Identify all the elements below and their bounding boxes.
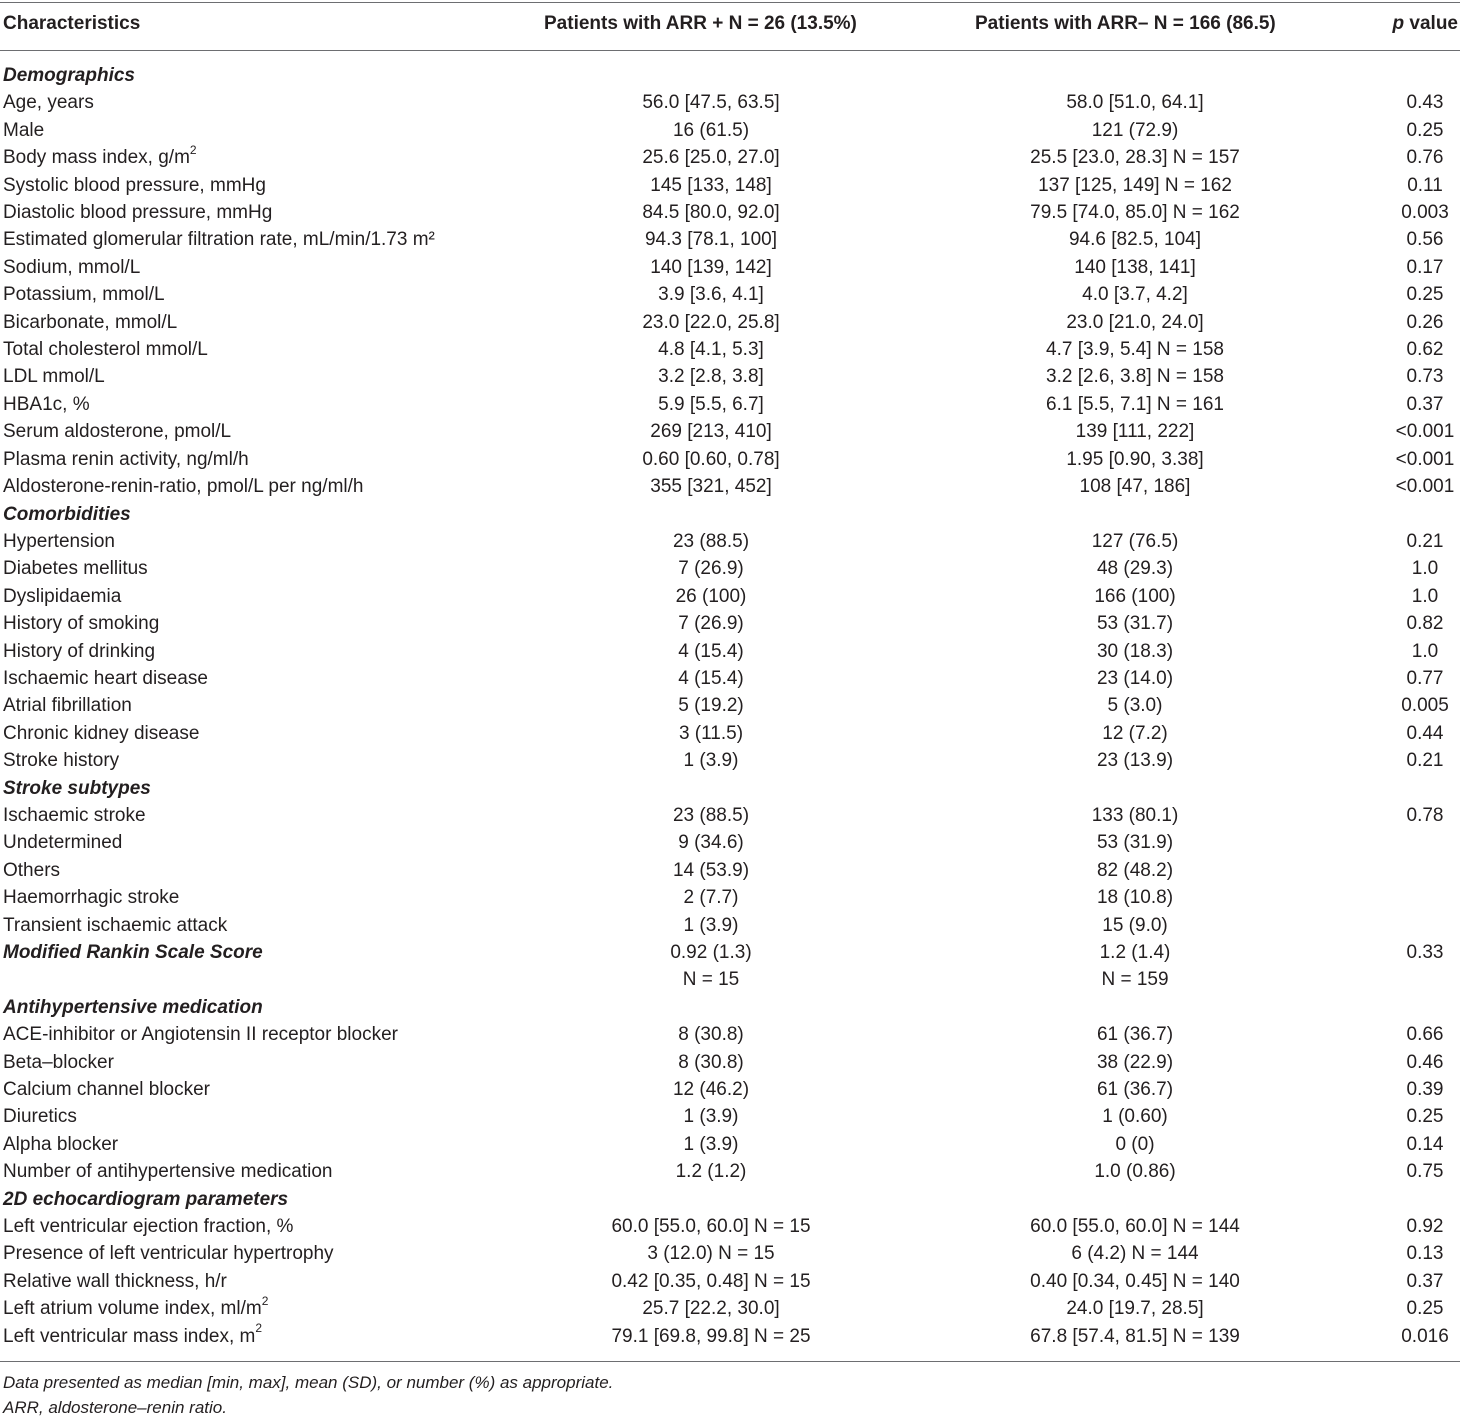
cell-p-value: 0.21: [1406, 750, 1444, 772]
cell-p-value: 0.25: [1406, 284, 1444, 306]
cell-p-value: 0.25: [1406, 119, 1444, 141]
bottom-rule: [0, 1361, 1460, 1362]
table-row: [0, 199, 1460, 226]
header-p-value: [1393, 13, 1458, 35]
cell-p-value: 0.21: [1406, 530, 1444, 552]
row-label-text: Others: [3, 859, 61, 881]
cell-p-value: 0.44: [1406, 722, 1444, 744]
header-arr-positive: Patients with ARR + N = 26 (13.5%): [544, 13, 857, 34]
row-label-text: LDL mmol/L: [3, 366, 105, 388]
cell-p-value: 1.0: [1411, 640, 1439, 662]
cell-p-value: 0.43: [1406, 92, 1444, 114]
table-row: [0, 966, 1460, 993]
cell-arr-negative: 1.0 (0.86): [1094, 1161, 1176, 1183]
cell-arr-negative: 121 (72.9): [1091, 119, 1179, 141]
cell-arr-positive: 94.3 [78.1, 100]: [644, 229, 778, 251]
cell-arr-positive: 3 (11.5): [678, 722, 744, 744]
cell-arr-negative: 140 [138, 141]: [1074, 256, 1196, 278]
table-row: [0, 418, 1460, 445]
row-label: [3, 528, 115, 555]
header-rule: [0, 50, 1460, 51]
cell-p-value: 0.78: [1406, 804, 1444, 826]
cell-arr-positive: 16 (61.5): [672, 119, 750, 141]
row-label-text: Left ventricular mass index, m: [3, 1325, 256, 1347]
row-label-text: Hypertension: [3, 530, 115, 552]
row-label: [3, 939, 263, 966]
cell-p-value: 0.25: [1406, 1298, 1444, 1320]
cell-arr-negative: 23 (13.9): [1096, 750, 1174, 772]
cell-arr-negative: 53 (31.7): [1096, 613, 1174, 635]
cell-arr-positive: 4 (15.4): [678, 667, 744, 689]
cell-p-value: 0.11: [1407, 174, 1443, 196]
cell-arr-positive: 140 [139, 142]: [650, 256, 772, 278]
cell-arr-positive: 26 (100): [675, 585, 747, 607]
cell-p-value: 0.62: [1406, 339, 1444, 361]
row-label-superscript: 2: [261, 1293, 269, 1308]
cell-arr-positive: 3.2 [2.8, 3.8]: [658, 366, 764, 388]
cell-p-value: 0.82: [1406, 613, 1444, 635]
cell-arr-positive: 4.8 [4.1, 5.3]: [658, 339, 764, 361]
cell-arr-negative: 18 (10.8): [1096, 887, 1174, 909]
table-row: [0, 1158, 1460, 1185]
table-row: [0, 1021, 1460, 1048]
cell-arr-negative: 137 [125, 149] N = 162: [1038, 174, 1232, 196]
cell-p-value: 0.39: [1406, 1079, 1444, 1101]
row-label: [3, 665, 208, 692]
cell-arr-positive: 269 [213, 410]: [650, 421, 772, 443]
cell-arr-positive: 3.9 [3.6, 4.1]: [658, 284, 764, 306]
row-label-text: ACE-inhibitor or Angiotensin II receptor blocker: [3, 1024, 398, 1046]
row-label: [3, 391, 90, 418]
row-label: [3, 1131, 118, 1158]
cell-arr-positive: 7 (26.9): [678, 613, 744, 635]
row-label: [3, 501, 131, 528]
row-label: [3, 1158, 333, 1185]
row-label: [3, 884, 179, 911]
header-characteristics: Characteristics: [3, 13, 141, 34]
row-label: [3, 829, 122, 856]
row-label-text: Undetermined: [3, 832, 123, 854]
cell-arr-positive: 3 (12.0) N = 15: [647, 1243, 775, 1265]
cell-p-value: 0.56: [1406, 229, 1444, 251]
cell-arr-positive: 145 [133, 148]: [650, 174, 772, 196]
cell-p-value: 1.0: [1411, 585, 1439, 607]
cell-p-value: 0.17: [1406, 256, 1444, 278]
row-label-text: Diabetes mellitus: [3, 558, 148, 580]
row-label: [3, 583, 121, 610]
row-label: [3, 1240, 334, 1267]
row-label-text: Transient ischaemic attack: [3, 914, 228, 936]
row-label: [3, 363, 105, 390]
cell-arr-negative: 4.7 [3.9, 5.4] N = 158: [1046, 339, 1224, 361]
section-header-row: [0, 501, 1460, 528]
row-label-text: Stroke history: [3, 750, 120, 772]
row-label: [3, 1186, 288, 1213]
row-label: [3, 555, 148, 582]
cell-arr-positive: 1 (3.9): [683, 750, 739, 772]
table-row: [0, 1131, 1460, 1158]
row-label: [3, 720, 199, 747]
row-label-superscript: 2: [255, 1321, 263, 1336]
row-label-text: Presence of left ventricular hypertrophy: [3, 1243, 334, 1265]
row-label-text: Sodium, mmol/L: [3, 256, 141, 278]
row-label-text: Estimated glomerular filtration rate, mL/min/1.73 m²: [3, 229, 435, 251]
table-row: [0, 1295, 1460, 1322]
cell-arr-positive: 12 (46.2): [672, 1079, 750, 1101]
table-body: [0, 62, 1460, 1350]
row-label-text: Antihypertensive medication: [3, 996, 263, 1018]
cell-arr-positive: 8 (30.8): [678, 1024, 744, 1046]
cell-arr-positive: 9 (34.6): [678, 832, 744, 854]
cell-arr-negative: 82 (48.2): [1096, 859, 1174, 881]
row-label-text: Plasma renin activity, ng/ml/h: [3, 448, 249, 470]
cell-arr-positive: 5.9 [5.5, 6.7]: [658, 393, 764, 415]
row-label-text: 2D echocardiogram parameters: [3, 1188, 289, 1210]
row-label: [3, 336, 208, 363]
table-row: [0, 665, 1460, 692]
row-label-text: Atrial fibrillation: [3, 695, 132, 717]
table-row: [0, 1323, 1460, 1350]
row-label: [3, 172, 266, 199]
row-label: [3, 1021, 398, 1048]
row-label-text: Serum aldosterone, pmol/L: [3, 421, 232, 443]
table-row: [0, 884, 1460, 911]
row-label-text: Bicarbonate, mmol/L: [3, 311, 178, 333]
cell-arr-negative: 108 [47, 186]: [1079, 476, 1191, 498]
cell-p-value: 1.0: [1411, 558, 1439, 580]
header-p-rest: value: [1404, 13, 1458, 34]
table-row: [0, 829, 1460, 856]
row-label: [3, 199, 272, 226]
table-row: [0, 446, 1460, 473]
cell-arr-negative: 4.0 [3.7, 4.2]: [1082, 284, 1188, 306]
row-label: [3, 226, 435, 253]
row-label-text: Relative wall thickness, h/r: [3, 1270, 227, 1292]
row-label: [3, 1049, 114, 1076]
row-label: [3, 144, 197, 171]
table-row: [0, 857, 1460, 884]
row-label-text: Body mass index, g/m: [3, 147, 190, 169]
cell-arr-negative: 94.6 [82.5, 104]: [1068, 229, 1202, 251]
row-label-text: Aldosterone-renin-ratio, pmol/L per ng/ml/h: [3, 476, 364, 498]
row-label: [3, 1323, 262, 1350]
row-label-superscript: 2: [189, 142, 197, 157]
table-row: [0, 912, 1460, 939]
table-row: [0, 336, 1460, 363]
table-row: [0, 1240, 1460, 1267]
cell-arr-negative: 38 (22.9): [1096, 1051, 1174, 1073]
header-p-italic: p: [1392, 13, 1405, 34]
cell-arr-positive: 4 (15.4): [678, 640, 744, 662]
cell-arr-positive: 1 (3.9): [683, 914, 739, 936]
cell-arr-negative: 61 (36.7): [1096, 1079, 1174, 1101]
cell-arr-positive: 14 (53.9): [672, 859, 750, 881]
cell-arr-negative: 48 (29.3): [1096, 558, 1174, 580]
cell-arr-negative: 53 (31.9): [1096, 832, 1174, 854]
row-label-text: Left atrium volume index, ml/m: [3, 1298, 262, 1320]
row-label-text: Total cholesterol mmol/L: [3, 339, 208, 361]
cell-arr-negative: 166 (100): [1094, 585, 1176, 607]
table-row: [0, 1103, 1460, 1130]
section-header-row: [0, 939, 1460, 966]
cell-arr-positive: 1.2 (1.2): [675, 1161, 747, 1183]
row-label: [3, 802, 146, 829]
footnote-abbreviation: ARR, aldosterone–renin ratio.: [3, 1398, 227, 1417]
row-label: [3, 1103, 77, 1130]
cell-arr-negative: 60.0 [55.0, 60.0] N = 144: [1030, 1216, 1240, 1238]
cell-arr-negative: 15 (9.0): [1102, 914, 1168, 936]
row-label: [3, 692, 132, 719]
cell-p-value: 0.77: [1406, 667, 1444, 689]
cell-arr-negative: 1.2 (1.4): [1099, 942, 1171, 963]
table-row: [0, 747, 1460, 774]
cell-arr-positive: 5 (19.2): [678, 695, 744, 717]
cell-p-value: 0.26: [1406, 311, 1444, 333]
cell-arr-negative: 23.0 [21.0, 24.0]: [1066, 311, 1204, 333]
table-row: [0, 802, 1460, 829]
table-row: [0, 692, 1460, 719]
table-row: [0, 391, 1460, 418]
row-label: [3, 1076, 210, 1103]
cell-arr-positive: 60.0 [55.0, 60.0] N = 15: [611, 1216, 811, 1238]
cell-arr-positive: 84.5 [80.0, 92.0]: [642, 202, 780, 224]
cell-arr-positive: 25.7 [22.2, 30.0]: [642, 1298, 780, 1320]
table-row: [0, 583, 1460, 610]
section-header-row: [0, 62, 1460, 89]
cell-p-value: 0.13: [1406, 1243, 1444, 1265]
row-label: [3, 473, 363, 500]
table-row: [0, 226, 1460, 253]
cell-arr-negative: 61 (36.7): [1096, 1024, 1174, 1046]
cell-arr-positive: 7 (26.9): [678, 558, 744, 580]
cell-arr-negative: 133 (80.1): [1091, 804, 1179, 826]
table-row: [0, 638, 1460, 665]
footnote-data-presented: Data presented as median [min, max], mean (SD), or number (%) as appropriate.: [3, 1373, 614, 1392]
cell-arr-positive: 23 (88.5): [672, 804, 750, 826]
section-header-row: [0, 994, 1460, 1021]
top-rule: [0, 2, 1460, 3]
row-label: [3, 281, 165, 308]
row-label: [3, 994, 263, 1021]
table-row: [0, 555, 1460, 582]
cell-arr-negative: 127 (76.5): [1091, 530, 1179, 552]
cell-arr-negative: 6.1 [5.5, 7.1] N = 161: [1046, 393, 1224, 415]
cell-arr-negative: 12 (7.2): [1102, 722, 1168, 744]
cell-p-value: 0.66: [1406, 1024, 1444, 1046]
cell-arr-negative: 23 (14.0): [1096, 667, 1174, 689]
cell-p-value: 0.33: [1406, 942, 1444, 963]
row-label: [3, 418, 231, 445]
cell-p-value: 0.37: [1406, 1270, 1444, 1292]
row-label-text: Number of antihypertensive medication: [3, 1161, 333, 1183]
row-label: [3, 1268, 227, 1295]
table-row: [0, 309, 1460, 336]
table-row: [0, 89, 1460, 116]
cell-arr-positive: 0.42 [0.35, 0.48] N = 15: [611, 1270, 811, 1292]
cell-p-value: 0.92: [1406, 1216, 1444, 1238]
table-row: [0, 1213, 1460, 1240]
cell-arr-positive: 25.6 [25.0, 27.0]: [642, 147, 780, 169]
cell-arr-positive: 1 (3.9): [683, 1133, 739, 1155]
cell-arr-positive: 79.1 [69.8, 99.8] N = 25: [611, 1325, 811, 1347]
row-label-text: Diastolic blood pressure, mmHg: [3, 202, 273, 224]
cell-arr-positive: N = 15: [682, 969, 740, 991]
cell-p-value: 0.25: [1406, 1106, 1444, 1128]
row-label-text: Demographics: [3, 65, 135, 86]
row-label-text: Potassium, mmol/L: [3, 284, 165, 306]
cell-arr-negative: 139 [111, 222]: [1075, 421, 1195, 443]
cell-arr-positive: 355 [321, 452]: [650, 476, 772, 498]
row-label-text: Male: [3, 119, 45, 141]
row-label-text: History of drinking: [3, 640, 156, 662]
cell-arr-negative: 0.40 [0.34, 0.45] N = 140: [1030, 1270, 1240, 1292]
section-header-row: [0, 775, 1460, 802]
row-label: [3, 1295, 268, 1322]
row-label: [3, 775, 151, 802]
row-label-text: Ischaemic stroke: [3, 804, 146, 826]
row-label-text: Beta–blocker: [3, 1051, 114, 1073]
row-label-text: HBA1c, %: [3, 393, 90, 415]
cell-p-value: 0.37: [1406, 393, 1444, 415]
cell-p-value: 0.76: [1406, 147, 1444, 169]
table-row: [0, 720, 1460, 747]
table-row: [0, 363, 1460, 390]
table-row: [0, 281, 1460, 308]
row-label-text: Chronic kidney disease: [3, 722, 200, 744]
row-label-text: Haemorrhagic stroke: [3, 887, 180, 909]
table-row: [0, 610, 1460, 637]
table-row: [0, 144, 1460, 171]
cell-p-value: 0.73: [1406, 366, 1444, 388]
cell-arr-positive: 1 (3.9): [683, 1106, 739, 1128]
row-label: [3, 747, 119, 774]
cell-arr-positive: 23 (88.5): [672, 530, 750, 552]
row-label-text: Left ventricular ejection fraction, %: [3, 1216, 294, 1238]
section-header-row: [0, 1186, 1460, 1213]
table-row: [0, 1076, 1460, 1103]
cell-p-value: 0.005: [1401, 695, 1449, 717]
row-label: [3, 912, 227, 939]
cell-arr-negative: 25.5 [23.0, 28.3] N = 157: [1030, 147, 1240, 169]
row-label-text: Dyslipidaemia: [3, 585, 122, 607]
row-label: [3, 638, 155, 665]
cell-arr-negative: N = 159: [1101, 969, 1169, 991]
cell-arr-negative: 5 (3.0): [1107, 695, 1163, 717]
cell-p-value: <0.001: [1395, 421, 1455, 443]
row-label-text: Alpha blocker: [3, 1133, 119, 1155]
cell-arr-negative: 1.95 [0.90, 3.38]: [1066, 448, 1204, 470]
row-label-text: Age, years: [3, 92, 94, 114]
cell-p-value: <0.001: [1395, 476, 1455, 498]
cell-arr-positive: 23.0 [22.0, 25.8]: [642, 311, 780, 333]
row-label-text: Diuretics: [3, 1106, 77, 1128]
cell-p-value: 0.75: [1406, 1161, 1444, 1183]
cell-arr-negative: 30 (18.3): [1096, 640, 1174, 662]
cell-p-value: <0.001: [1395, 448, 1455, 470]
cell-p-value: 0.003: [1401, 202, 1449, 224]
table-row: [0, 172, 1460, 199]
cell-arr-positive: 2 (7.7): [683, 887, 739, 909]
row-label-text: Calcium channel blocker: [3, 1079, 210, 1101]
row-label: [3, 1213, 293, 1240]
row-label: [3, 254, 140, 281]
row-label: [3, 446, 249, 473]
row-label-text: Modified Rankin Scale Score: [3, 942, 263, 963]
cell-arr-positive: 56.0 [47.5, 63.5]: [642, 92, 780, 114]
cell-arr-negative: 6 (4.2) N = 144: [1071, 1243, 1199, 1265]
cell-arr-positive: 8 (30.8): [678, 1051, 744, 1073]
row-label: [3, 857, 60, 884]
row-label: [3, 309, 177, 336]
cell-p-value: 0.46: [1406, 1051, 1444, 1073]
table-row: [0, 1268, 1460, 1295]
table-row: [0, 1049, 1460, 1076]
row-label-text: Comorbidities: [3, 503, 131, 525]
row-label-text: Ischaemic heart disease: [3, 667, 208, 689]
row-label: [3, 89, 94, 116]
row-label: [3, 117, 44, 144]
table-row: [0, 254, 1460, 281]
cell-arr-negative: 0 (0): [1115, 1133, 1155, 1155]
cell-arr-negative: 67.8 [57.4, 81.5] N = 139: [1030, 1325, 1240, 1347]
cell-p-value: 0.14: [1406, 1133, 1444, 1155]
row-label: [3, 610, 159, 637]
row-label-text: Systolic blood pressure, mmHg: [3, 174, 266, 196]
row-label-text: Stroke subtypes: [3, 777, 151, 799]
cell-arr-positive: 0.60 [0.60, 0.78]: [642, 448, 780, 470]
cell-arr-negative: 3.2 [2.6, 3.8] N = 158: [1046, 366, 1224, 388]
row-label-text: History of smoking: [3, 613, 160, 635]
cell-arr-positive: 0.92 (1.3): [670, 942, 752, 963]
cell-arr-negative: 79.5 [74.0, 85.0] N = 162: [1030, 202, 1240, 224]
table-row: [0, 117, 1460, 144]
cell-p-value: 0.016: [1401, 1325, 1449, 1347]
cell-arr-negative: 24.0 [19.7, 28.5]: [1066, 1298, 1204, 1320]
header-arr-negative: Patients with ARR– N = 166 (86.5): [975, 13, 1276, 34]
row-label: [3, 62, 135, 89]
table-row: [0, 473, 1460, 500]
table-row: [0, 528, 1460, 555]
cell-arr-negative: 58.0 [51.0, 64.1]: [1066, 92, 1204, 114]
cell-arr-negative: 1 (0.60): [1102, 1106, 1168, 1128]
